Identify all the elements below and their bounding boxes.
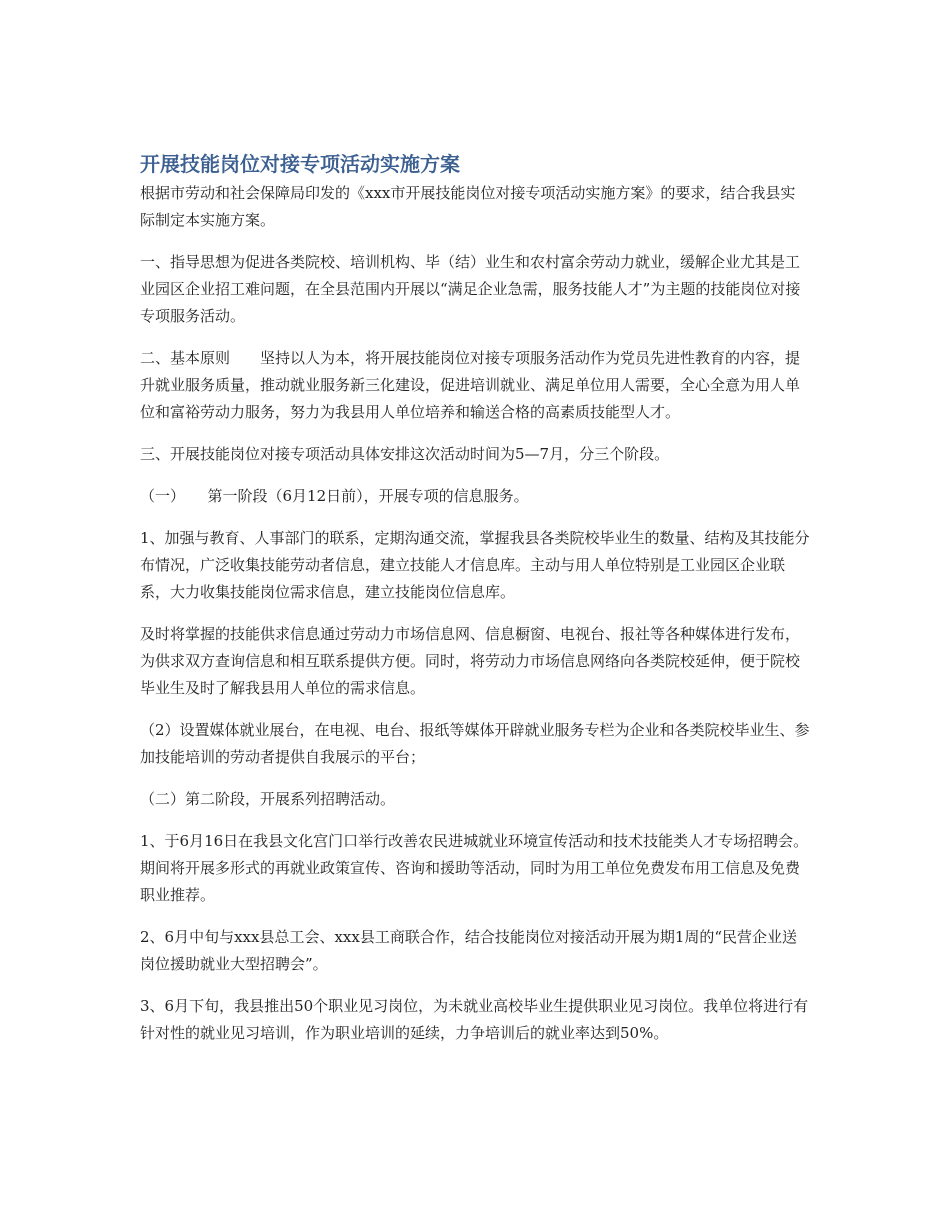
paragraph-phase-two-item-2: 2、6月中旬与xxx县总工会、xxx县工商联合作，结合技能岗位对接活动开展为期1周的“民营企业送岗位援助就业大型招聘会”。 [140,928,798,973]
paragraph-intro: 根据市劳动和社会保障局印发的《xxx市开展技能岗位对接专项活动实施方案》的要求，结合我县实际制定本实施方案。 [140,184,796,229]
paragraph-phase-one: （一） 第一阶段（6月12日前），开展专项的信息服务。 [140,487,529,505]
paragraph-basic-principles: 二、基本原则 坚持以人为本，将开展技能岗位对接专项服务活动作为党员先进性教育的内容，提升就业服务质量，推动就业服务新三化建设，促进培训就业、满足单位用人需要，全心全意为用人单位和富裕劳动力服务，努力为我县用人单位培养和输送合格的高素质技能型人才。 [140,349,801,421]
paragraph-phase-two-item-1: 1、于6月16日在我县文化宫门口举行改善农民进城就业环境宣传活动和技术技能类人才专场招聘会。期间将开展多形式的再就业政策宣传、咨询和援助等活动，同时为用工单位免费发布用工信息及免费职业推荐。 [140,832,809,904]
document-title: 开展技能岗位对接专项活动实施方案 [140,152,460,176]
paragraph-phase-two-item-3: 3、6月下旬，我县推出50个职业见习岗位，为未就业高校毕业生提供职业见习岗位。我单位将进行有针对性的就业见习培训，作为职业培训的延续，力争培训后的就业率达到50%。 [140,997,809,1042]
paragraph-media-booth: （2）设置媒体就业展台，在电视、电台、报纸等媒体开辟就业服务专栏为企业和各类院校毕业生、参加技能培训的劳动者提供自我展示的平台； [140,721,810,766]
paragraph-info-publishing: 及时将掌握的技能供求信息通过劳动力市场信息网、信息橱窗、电视台、报社等各种媒体进行发布，为供求双方查询信息和相互联系提供方便。同时，将劳动力市场信息网络向各类院校延伸，便于院校毕业生及时了解我县用人单位的需求信息。 [140,625,801,697]
document-page [140,150,810,1062]
paragraph-phase-two: （二）第二阶段，开展系列招聘活动。 [140,790,396,808]
paragraph-phase-one-item-1: 1、加强与教育、人事部门的联系，定期沟通交流，掌握我县各类院校毕业生的数量、结构及其技能分布情况，广泛收集技能劳动者信息，建立技能人才信息库。主动与用人单位特别是工业园区企业联系，大力收集技能岗位需求信息，建立技能岗位信息库。 [140,529,810,601]
paragraph-schedule: 三、开展技能岗位对接专项活动具体安排这次活动时间为5—7月，分三个阶段。 [140,445,670,463]
paragraph-guiding-ideology: 一、指导思想为促进各类院校、培训机构、毕（结）业生和农村富余劳动力就业，缓解企业尤其是工业园区企业招工难问题，在全县范围内开展以“满足企业急需，服务技能人才”为主题的技能岗位对接专项服务活动。 [140,253,801,325]
